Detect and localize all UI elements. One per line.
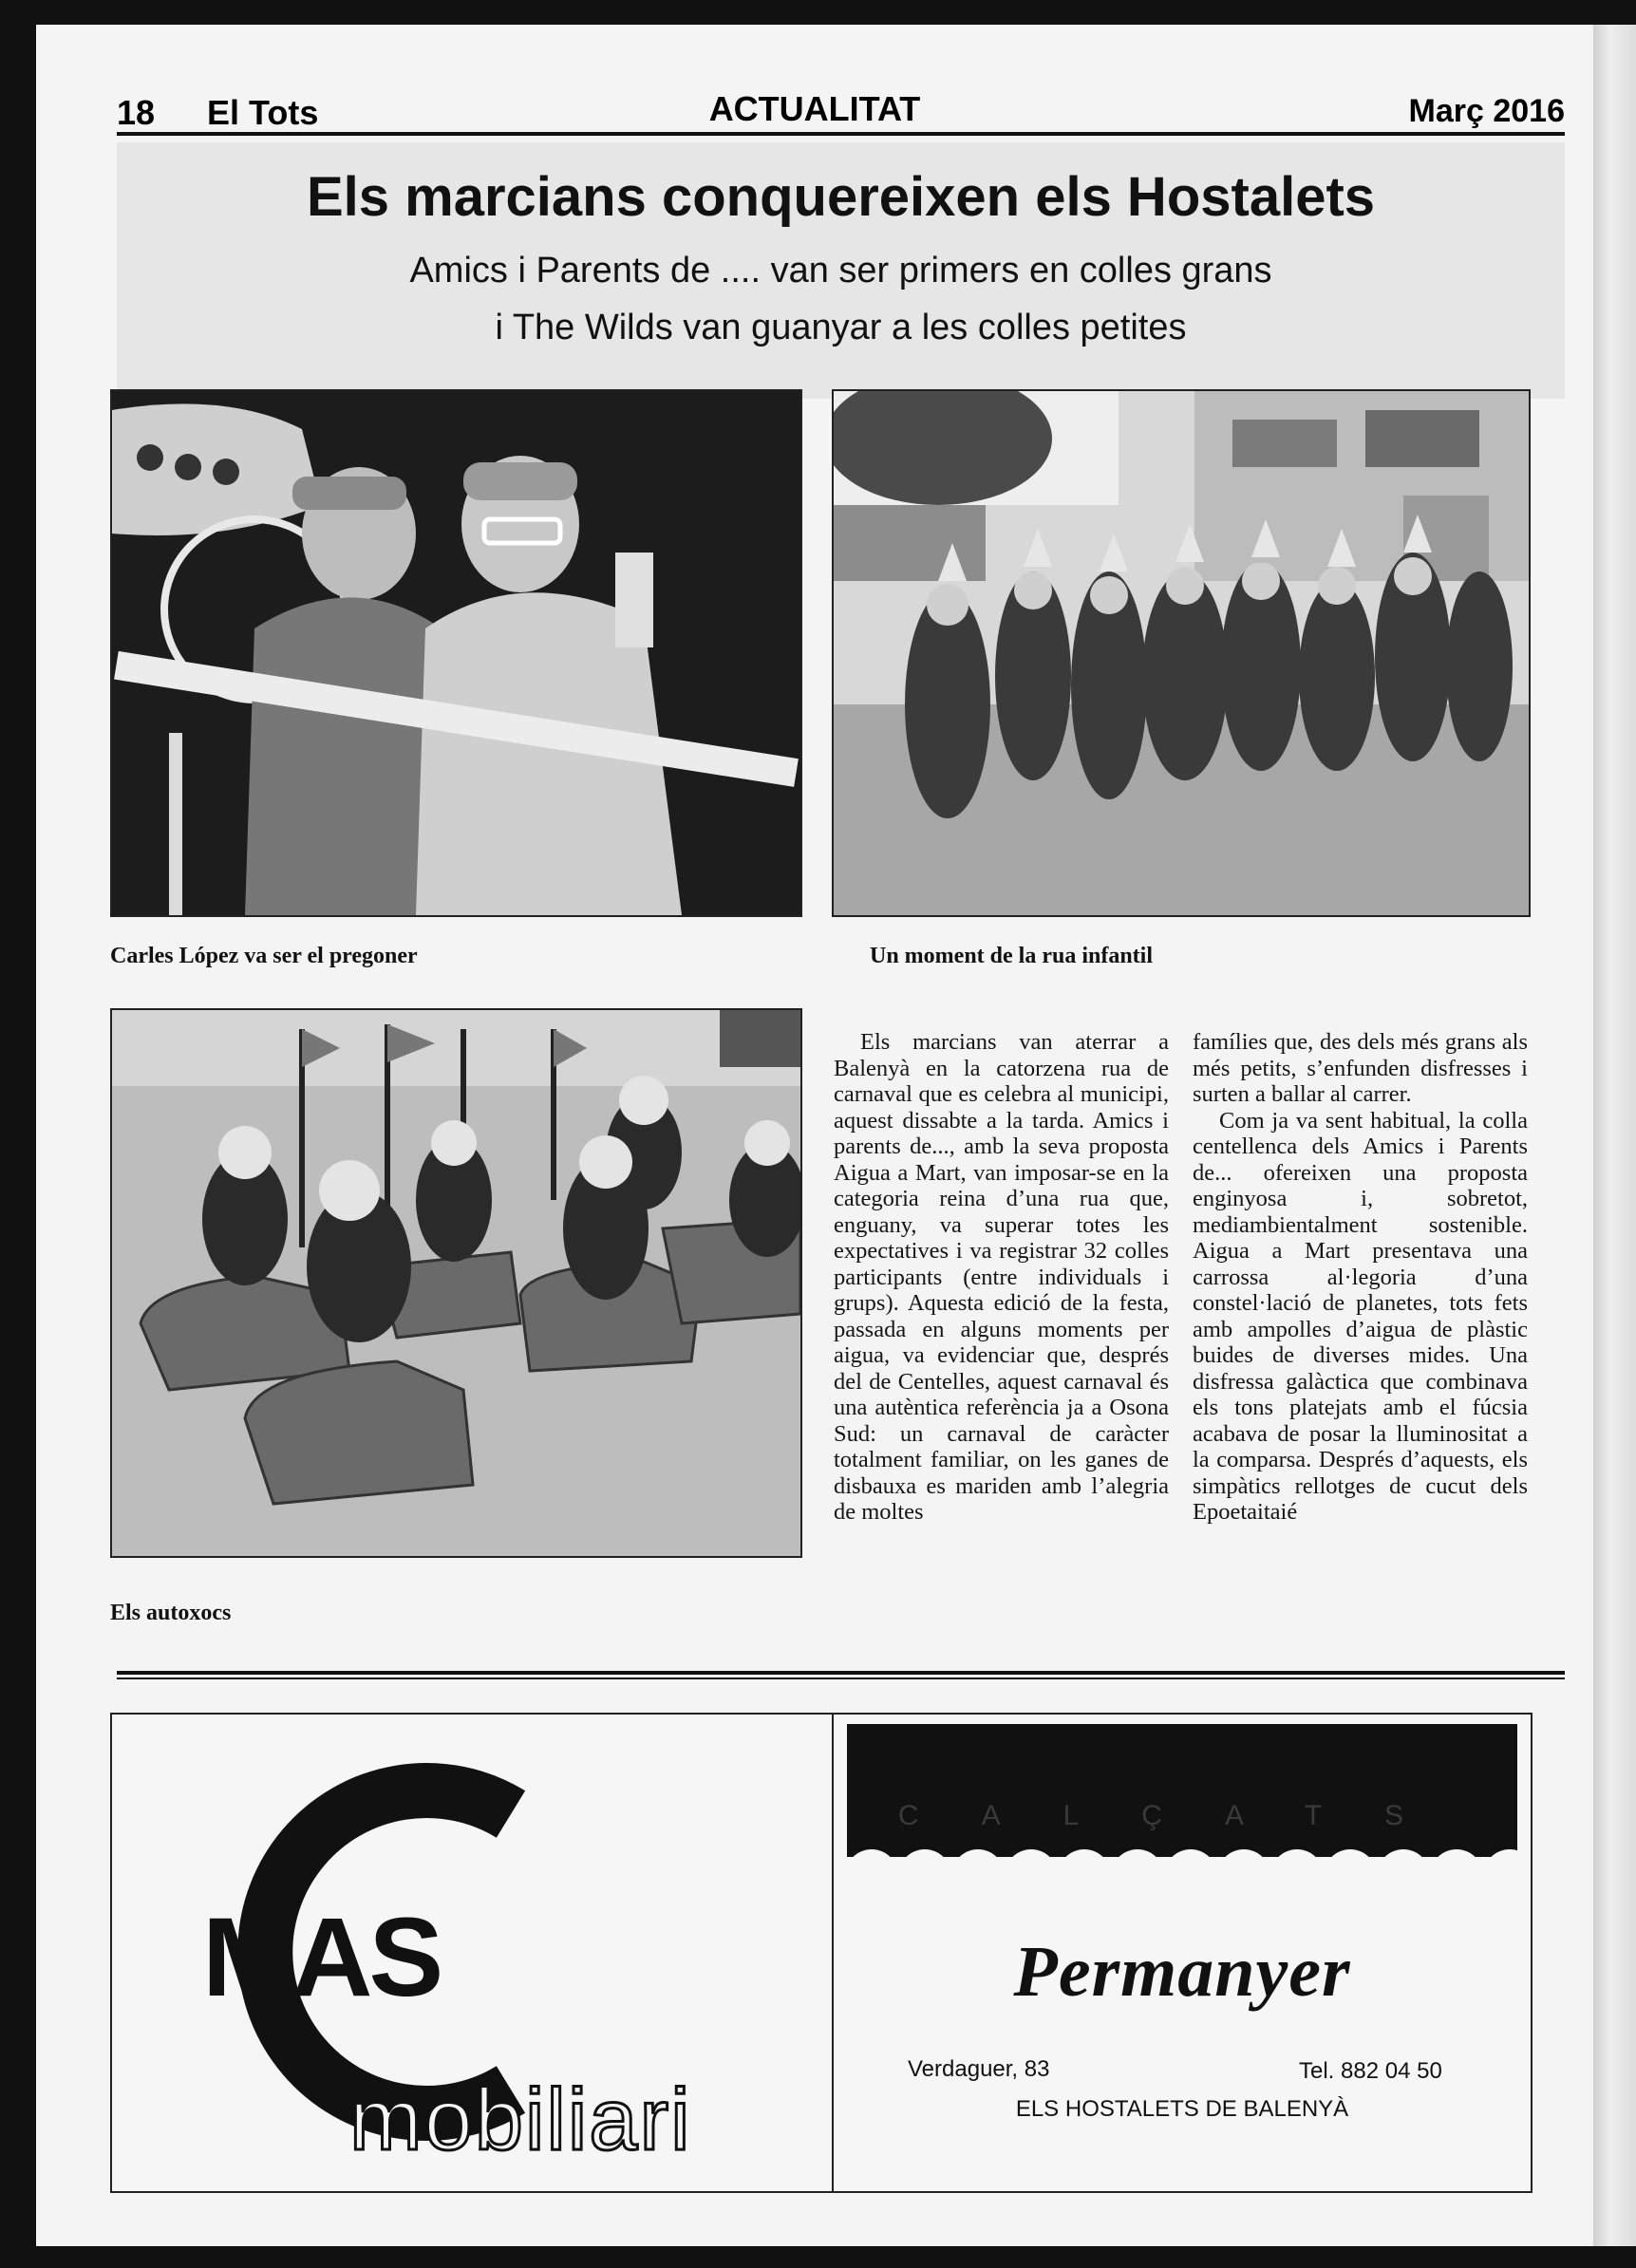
ad-calcats-permanyer [832,1713,1533,2193]
mas-wordmark: MAS [202,1895,441,2020]
shop-address: Verdaguer, 83 [908,2056,1050,2082]
publication-name: El Tots [207,93,319,132]
article-paragraph-1: Els marcians van aterrar a Balenyà en la catorzena rua de carnaval que es celebra al municipi, aquest dissabte a la tarda. Amics i parents de..., amb la seva proposta Aigua a Mart, van imposar-se en la categoria reina d’una rua que, enguany, va superar totes les expectatives i va registrar 32 colles participants (entre individuals i grups). Aquesta edició de la festa, passada en alguns moments per aigua, va evidenciar que, després del de Centelles, aquest carnaval és una autèntica referència ja a Osona Sud: un carnaval de caràcter totalment familiar, on les ganes de disbauxa es mariden amb l’alegria de moltes [834,1029,1169,1525]
registered-mark: ® [449,1764,479,1809]
mas-tagline: mobiliari [349,2071,692,2168]
awning-text: CALÇATS [897,1800,1467,1831]
photo-caption-rua-infantil: Un moment de la rua infantil [870,944,1154,968]
ad-mas-mobiliari [110,1713,838,2193]
photo-caption-autoxocs: Els autoxocs [110,1601,232,1625]
photo-rua-infantil [832,389,1531,917]
article-paragraph-1-continued: famílies que, des dels més grans als més petits, s’enfunden disfresses i surten a ballar al carrer. [1193,1029,1528,1107]
shop-phone: Tel. 882 04 50 [1299,2058,1442,2084]
photo-caption-pregoner: Carles López va ser el pregoner [110,944,418,968]
section-rule-thick [117,1671,1565,1675]
newspaper-page [36,25,1593,2246]
article-deck-line-2: i The Wilds van guanyar a les colles petites [495,308,1187,347]
section-name: ACTUALITAT [708,89,921,128]
page-number: 18 [117,93,156,132]
permanyer-brand: Permanyer [1013,1932,1351,2012]
photo-autoxocs [110,1008,802,1558]
article-body-column-1 [834,1029,1169,1526]
adjacent-page-edge [1593,25,1636,2246]
header-rule [117,132,1565,136]
photo-pregoner [110,389,802,917]
article-deck-line-1: Amics i Parents de .... van ser primers en colles grans [409,251,1272,291]
article-headline: Els marcians conquereixen els Hostalets [306,166,1376,228]
article-body-column-2 [1193,1029,1528,1526]
issue-date: Març 2016 [1408,93,1565,129]
shop-town: ELS HOSTALETS DE BALENYÀ [1015,2096,1349,2122]
article-paragraph-2: Com ja va sent habitual, la colla centellenca dels Amics i Parents de... ofereixen una proposta enginyosa i, sobretot, mediambientalment sostenible. Aigua a Mart presentava una carrossa al·legoria d’una constel·lació de planetes, tots fets amb ampolles d’aigua de plàstic buides de diverses mides. Una disfressa galàctica que combinava els tons platejats amb el fúcsia acabava de posar la lluminositat a la comparsa. Després d’aquests, els simpàtics rellotges de cucut dels Epoetaitaié [1193,1107,1528,1525]
section-rule-thin [117,1678,1565,1679]
